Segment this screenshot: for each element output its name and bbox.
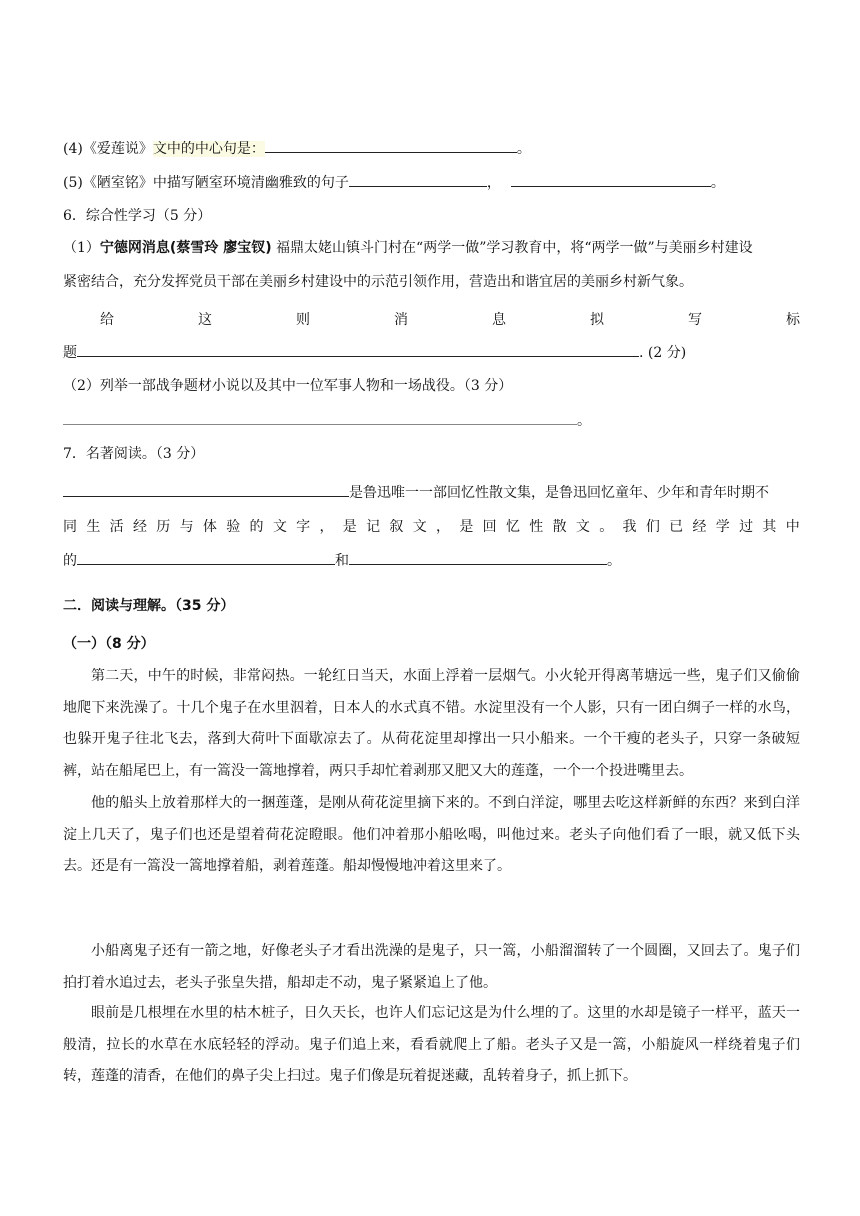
char: 我 (622, 519, 637, 535)
passage-paragraph-2: 他的船头上放着那样大的一捆莲蓬，是刚从荷花淀里摘下来的。不到白洋淀，哪里去吃这样新鲜的东西？来到白洋淀上几天了，鬼子们也还是望着荷花淀瞪眼。他们冲着那小船吆喝，叫他过来。老头子向他们看了一眼，就又低下头去。还是有一篙没一篙地撑着船，剥着莲蓬。船却慢慢地冲着这里来了。 (63, 795, 800, 875)
char: 记 (366, 519, 381, 535)
spaced-char: 息 (492, 312, 506, 328)
q6-p2-answer-blank[interactable] (63, 410, 577, 425)
question-7-title: 7．名著阅读。（3 分） (63, 446, 205, 462)
q6-p1-rest: 福鼎太姥山镇斗门村在“两学一做”学习教育中，将“两学一做”与美丽乡村建设 (271, 240, 753, 256)
question-6-title: 6．综合性学习（5 分） (63, 208, 212, 224)
q6-title-prefix: 题 (63, 345, 77, 361)
question-7-line2 (63, 517, 800, 537)
char: 。 (599, 519, 614, 535)
q5-text: (5)《陋室铭》中描写陋室环境清幽雅致的句子 (63, 175, 349, 191)
q6-p2-end: 。 (577, 413, 591, 429)
passage-paragraph-1: 第二天，中午的时候，非常闷热。一轮红日当天，水面上浮着一层烟气。小火轮开得离苇塘远一些，鬼子们又偷偷地爬下来洗澡了。十几个鬼子在水里泅着，日本人的水式真不错。水淀里没有一个人影，只有一团白绸子一样的水鸟，也躲开鬼子往北飞去，落到大荷叶下面歇凉去了。从荷花淀里却撑出一只小船来。一个干瘦的老头子，只穿一条破短裤，站在船尾巴上，有一篙没一篙地撑着，两只手却忙着剥那又肥又大的莲蓬，一个一个投进嘴里去。 (63, 668, 800, 779)
char: 文 (575, 519, 590, 535)
q7-l3-mid: 和 (335, 553, 349, 569)
question-7-line3 (63, 550, 800, 571)
char: 验 (226, 519, 241, 535)
spaced-char: 这 (198, 312, 212, 328)
q5-answer-blank-1[interactable] (349, 172, 487, 187)
char: 叙 (389, 519, 404, 535)
spaced-char: 拟 (590, 312, 604, 328)
char: ， (319, 519, 334, 535)
q7-essay-blank-2[interactable] (349, 550, 607, 565)
q7-book-blank[interactable] (63, 482, 349, 497)
char: ， (436, 519, 450, 535)
spaced-char: 消 (394, 312, 408, 328)
question-6-title-line (63, 342, 800, 363)
char: 学 (715, 519, 730, 535)
char: 字 (296, 519, 311, 535)
char: 生 (86, 519, 101, 535)
question-6-part2-answer (63, 410, 800, 431)
char: 已 (669, 519, 684, 535)
char: 文 (412, 519, 427, 535)
char: 过 (739, 519, 754, 535)
q6-title-suffix: . (2 分) (639, 345, 687, 361)
q5-sep: ， (486, 175, 501, 191)
char: 文 (272, 519, 287, 535)
char: 活 (109, 519, 124, 535)
q4-highlight: 文中的中心句是： (152, 141, 265, 157)
q7-l3-end: 。 (607, 553, 621, 569)
char: 同 (63, 519, 77, 535)
spaced-char: 标 (786, 312, 800, 328)
q4-answer-blank[interactable] (265, 138, 517, 153)
passage-paragraph-4: 眼前是几根埋在水里的枯木桩子，日久天长，也许人们忘记这是为什么埋的了。这里的水却是镜子一样平，蓝天一般清，拉长的水草在水底轻轻的浮动。鬼子们追上来，看看就爬上了船。老头子又是一篙，小船旋风一样绕着鬼子们转，莲蓬的清香，在他们的鼻子尖上扫过。鬼子们像是玩着捉迷藏，乱转着身子，抓上抓下。 (63, 1005, 800, 1085)
q4-prefix: (4)《爱莲说》 (63, 141, 153, 157)
question-6-part1-line2: 紧密结合，充分发挥党员干部在美丽乡村建设中的示范引领作用，营造出和谐宜居的美丽乡村新气象。 (63, 274, 693, 290)
char: 其 (762, 519, 777, 535)
question-4 (63, 138, 800, 159)
section-2-subheading: （一）（8 分） (63, 636, 155, 652)
spaced-char: 则 (296, 312, 310, 328)
q4-end: 。 (516, 141, 531, 157)
char: 性 (529, 519, 544, 535)
q5-end: 。 (710, 175, 725, 191)
char: 经 (692, 519, 707, 535)
char: 的 (249, 519, 264, 535)
passage-paragraph-3: 小船离鬼子还有一箭之地，好像老头子才看出洗澡的是鬼子，只一篙，小船溜溜转了一个圆圈，又回去了。鬼子们拍打着水追过去，老头子张皇失措，船却走不动，鬼子紧紧追上了他。 (63, 943, 800, 991)
question-5 (63, 172, 800, 193)
spaced-char: 写 (688, 312, 702, 328)
q5-answer-blank-2[interactable] (511, 172, 711, 187)
char: 历 (156, 519, 171, 535)
char: 是 (342, 519, 357, 535)
q6-headline-blank[interactable] (77, 342, 639, 357)
spaced-char: 给 (100, 312, 114, 328)
char: 体 (202, 519, 217, 535)
q7-l1-rest: 是鲁迅唯一一部回忆性散文集，是鲁迅回忆童年、少年和青年时期不 (349, 485, 769, 501)
char: 回 (482, 519, 497, 535)
question-7-line1 (63, 482, 800, 503)
question-6-part1-line1 (63, 238, 800, 258)
question-6-spaced-prompt (100, 310, 800, 330)
char: 散 (552, 519, 567, 535)
q7-essay-blank-1[interactable] (77, 550, 335, 565)
char: 中 (785, 519, 800, 535)
q6-p1-source: 宁德网消息(蔡雪玲 廖宝钗) (99, 240, 272, 256)
char: 与 (179, 519, 194, 535)
q6-p1-num: （1） (63, 240, 100, 256)
q7-l3-prefix: 的 (63, 553, 77, 569)
char: 忆 (505, 519, 520, 535)
char: 经 (132, 519, 147, 535)
section-2-heading: 二．阅读与理解。（35 分） (63, 598, 235, 614)
char: 们 (645, 519, 660, 535)
char: 是 (459, 519, 474, 535)
question-6-part2: （2）列举一部战争题材小说以及其中一位军事人物和一场战役。（3 分） (63, 378, 513, 394)
